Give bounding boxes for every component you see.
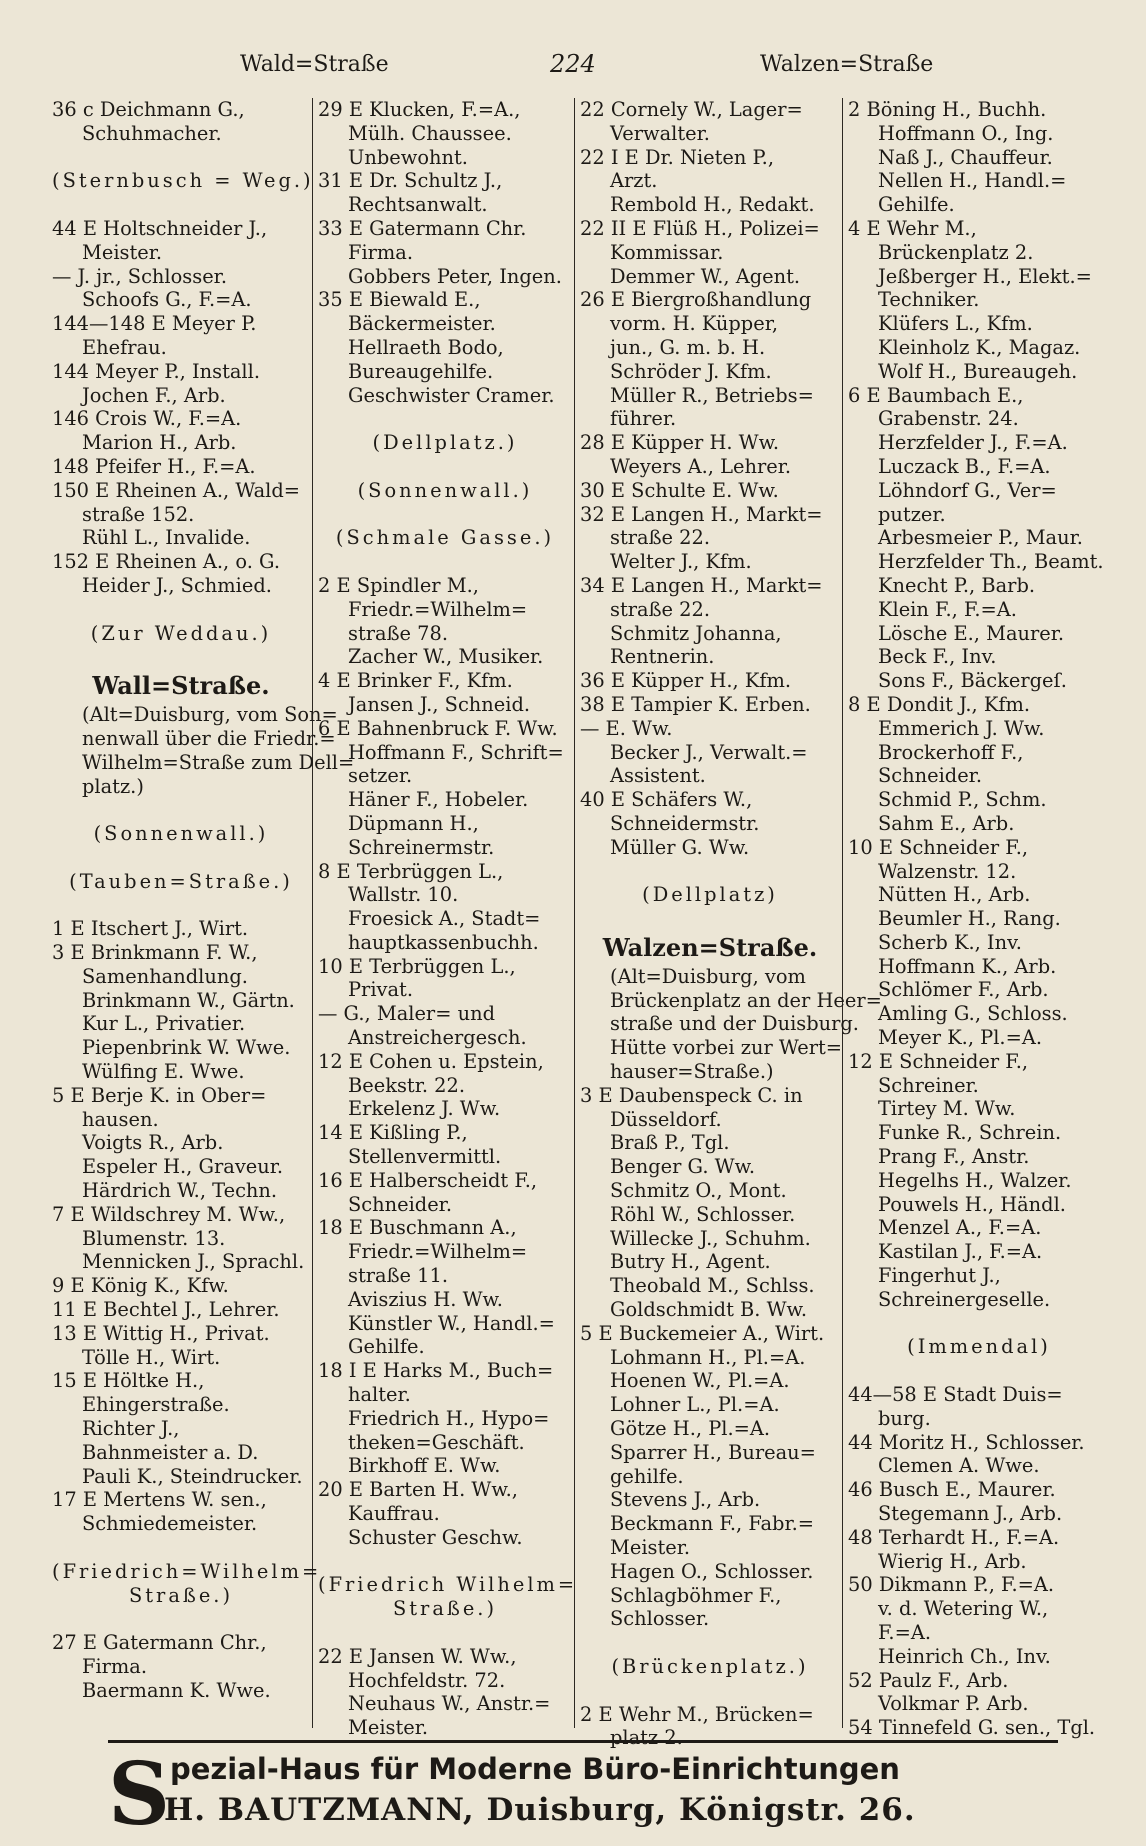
entry-line: Willecke J., Schuhm. (610, 1226, 811, 1250)
entry-line: 46 Busch E., Maurer. (848, 1478, 1056, 1502)
entry-line: 2 Böning H., Buchh. (848, 98, 1047, 121)
entry-line: Kleinholz K., Magaz. (878, 335, 1081, 359)
entry-line: Zacher W., Musiker. (348, 645, 544, 669)
spacer (52, 146, 310, 170)
spacer (52, 193, 310, 217)
entry-line: 6 E Baumbach E., (848, 383, 1024, 407)
spacer (580, 1679, 840, 1703)
entry-line: 26 E Biergroßhandlung (580, 288, 812, 312)
entry-line: 14 E Kißling P., (318, 1121, 468, 1145)
entry-line: Schuster Geschw. (348, 1525, 523, 1549)
spacer (52, 846, 310, 870)
entry-line: 5 E Berje K. in Ober= (52, 1083, 267, 1107)
entry-line: Goldschmidt B. Ww. (610, 1298, 808, 1322)
entry-line: Naß J., Chauffeur. (878, 145, 1053, 169)
column-1 (52, 98, 355, 1738)
ad-line-2: H. BAUTZMANN, Duisburg, Königstr. 26. (164, 1792, 916, 1828)
entry-line: Schlosser. (610, 1607, 710, 1631)
entry-line: Röhl W., Schlosser. (610, 1202, 796, 1226)
spacer (318, 550, 572, 574)
ad-initial-letter: S (108, 1744, 171, 1845)
entry-line: Arbesmeier P., Maur. (878, 526, 1083, 550)
entry-line: Jeßberger H., Elekt.= (878, 264, 1092, 288)
entry-line: 34 E Langen H., Markt= (580, 573, 823, 597)
entry-line: Espeler H., Graveur. (82, 1155, 284, 1179)
entry-line: Gehilfe. (878, 193, 955, 217)
entry-line: Lohner L., Pl.=A. (610, 1393, 780, 1417)
entry-line: Schreinermstr. (348, 835, 495, 859)
entry-line: Hoffmann K., Arb. (878, 954, 1057, 978)
entry-line: (Alt=Duisburg, vom Son= (82, 703, 338, 727)
entry-line: Wilhelm=Straße zum Dell= (82, 750, 355, 774)
entry-line: Jochen F., Arb. (82, 383, 226, 407)
entry-line: putzer. (878, 502, 946, 526)
entry-line: Menzel A., F.=A. (878, 1216, 1042, 1240)
entry-line: Meister. (610, 1536, 691, 1560)
entry-line: 5 E Buckemeier A., Wirt. (580, 1321, 825, 1345)
cross-street: (Immendal) (907, 1335, 1051, 1359)
entry-line: Düsseldorf. (610, 1107, 722, 1131)
cross-street: (Schmale Gasse.) (335, 526, 555, 550)
street-heading: Walzen=Straße. (602, 932, 818, 962)
entry-line: Knecht P., Barb. (878, 573, 1036, 597)
entry-line: Lohmann H., Pl.=A. (610, 1345, 806, 1369)
entry-line: Schneider. (878, 764, 982, 788)
entry-line: — G., Maler= und (318, 1002, 496, 1026)
entry-line: 1 E Itschert J., Wirt. (52, 917, 249, 941)
cross-street: (Friedrich=Wilhelm= (52, 1559, 322, 1583)
entry-line: Arzt. (610, 169, 658, 193)
advertisement-footer (100, 1744, 1080, 1845)
entry-line: Firma. (82, 1655, 148, 1678)
entry-line: Walzenstr. 12. (878, 859, 1017, 883)
entry-line: 18 I E Harks M., Buch= (318, 1359, 554, 1383)
entry-line: Meister. (348, 1716, 429, 1740)
cross-street: (Sternbusch = Weg.) (52, 169, 314, 193)
entry-line: Schneider. (348, 1192, 452, 1216)
entry-line: gehilfe. (610, 1464, 684, 1488)
entry-line: straße und der Duisburg. (610, 1012, 859, 1036)
column-2 (318, 98, 578, 1740)
entry-line: 28 E Küpper H. Ww. (580, 431, 780, 455)
entry-line: Rembold H., Redakt. (610, 193, 815, 217)
entry-line: 33 E Gatermann Chr. (318, 216, 527, 240)
spacer (318, 1550, 572, 1574)
entry-line: Tölle H., Wirt. (82, 1345, 221, 1369)
entry-line: Lösche E., Maurer. (878, 621, 1065, 645)
entry-line: Sahm E., Arb. (878, 811, 1015, 835)
entry-line: Theobald M., Schlss. (610, 1274, 815, 1298)
entry-line: Stegemann J., Arb. (878, 1502, 1063, 1526)
spacer (318, 1621, 572, 1645)
entry-line: Becker J., Verwalt.= (610, 740, 808, 764)
entry-line: Schmiedemeister. (82, 1512, 258, 1536)
entry-line: Schuhmacher. (82, 121, 222, 145)
entry-line: Beckmann F., Fabr.= (610, 1512, 815, 1536)
entry-line: 40 E Schäfers W., (580, 788, 753, 812)
entry-line: Baermann K. Wwe. (82, 1678, 271, 1702)
entry-line: hausen. (82, 1107, 159, 1131)
entry-line: Grabenstr. 24. (878, 407, 1019, 431)
entry-line: Beck F., Inv. (878, 645, 997, 669)
entry-line: 17 E Mertens W. sen., (52, 1488, 267, 1512)
entry-line: 50 Dikmann P., F.=A. (848, 1573, 1055, 1597)
entry-line: Froesick A., Stadt= (348, 907, 541, 931)
entry-line: Nellen H., Handl.= (878, 169, 1067, 193)
entry-line: Emmerich J. Ww. (878, 716, 1045, 740)
entry-line: Firma. (348, 240, 414, 264)
entry-line: straße 22. (610, 526, 711, 550)
entry-line: Gobbers Peter, Ingen. (348, 264, 562, 288)
entry-line: Löhndorf G., Ver= (878, 478, 1057, 502)
entry-line: straße 152. (82, 502, 195, 526)
column-divider (842, 98, 843, 1728)
entry-line: 8 E Dondit J., Kfm. (848, 692, 1031, 716)
spacer (318, 407, 572, 431)
entry-line: Müller G. Ww. (610, 835, 750, 859)
entry-line: Schneidermstr. (610, 811, 760, 835)
entry-line: Verwalter. (610, 121, 710, 145)
entry-line: Hegelhs H., Walzer. (878, 1168, 1072, 1192)
entry-line: Wallstr. 10. (348, 883, 459, 907)
cross-street: (Dellplatz) (642, 883, 778, 907)
entry-line: Unbewohnt. (348, 145, 468, 169)
entry-line: Müller R., Betriebs= (610, 383, 814, 407)
entry-line: Privat. (348, 978, 413, 1002)
entry-line: 35 E Biewald E., (318, 288, 481, 312)
entry-line: 22 E Jansen W. Ww., (318, 1644, 517, 1668)
entry-line: straße 22. (610, 597, 711, 621)
street-heading: Wall=Straße. (92, 671, 270, 701)
entry-line: Sons F., Bäckergeſ. (878, 669, 1067, 693)
entry-line: Weyers A., Lehrer. (610, 454, 792, 478)
entry-line: Rühl L., Invalide. (82, 526, 251, 550)
entry-line: 31 E Dr. Schultz J., (318, 169, 503, 193)
cross-street: (Friedrich Wilhelm= (318, 1573, 578, 1597)
cross-street: Straße.) (392, 1597, 498, 1621)
entry-line: 44—58 E Stadt Duis= (848, 1383, 1063, 1407)
entry-line: Luczack B., F.=A. (878, 454, 1051, 478)
entry-line: Klüfers L., Kfm. (878, 312, 1033, 336)
entry-line: Samenhandlung. (82, 964, 248, 988)
entry-line: Welter J., Kfm. (610, 550, 752, 574)
spacer (848, 1359, 1110, 1383)
entry-line: setzer. (348, 764, 413, 788)
column-3 (580, 98, 882, 1750)
entry-line: (Alt=Duisburg, vom (610, 964, 806, 988)
column-divider (312, 98, 313, 1728)
entry-line: — J. jr., Schlosser. (52, 264, 227, 288)
entry-line: Hellraeth Bodo, (348, 335, 504, 359)
entry-line: Gehilfe. (348, 1335, 425, 1359)
entry-line: 152 E Rheinen A., o. G. (52, 550, 280, 574)
entry-line: 3 E Brinkmann F. W., (52, 941, 258, 965)
column-divider (574, 98, 575, 1728)
entry-line: Friedrich H., Hypo= (348, 1406, 550, 1430)
entry-line: Schlagböhmer F., (610, 1583, 782, 1607)
entry-line: Heinrich Ch., Inv. (878, 1644, 1051, 1668)
spacer (580, 1631, 840, 1655)
spacer (318, 455, 572, 479)
entry-line: 10 E Terbrüggen L., (318, 954, 516, 978)
spacer (318, 503, 572, 527)
entry-line: Hoffmann F., Schrift= (348, 740, 564, 764)
entry-line: 36 E Küpper H., Kfm. (580, 669, 792, 693)
spacer (52, 1607, 310, 1631)
entry-line: 146 Crois W., F.=A. (52, 407, 242, 431)
header-left-street: Wald=Straße (240, 52, 389, 77)
entry-line: vorm. H. Küpper, (610, 312, 779, 336)
entry-line: Ehingerstraße. (82, 1393, 230, 1417)
entry-line: Friedr.=Wilhelm= (348, 1240, 528, 1264)
entry-line: Assistent. (610, 764, 706, 788)
entry-line: straße 78. (348, 621, 449, 645)
entry-line: Mennicken J., Sprachl. (82, 1250, 305, 1274)
entry-line: 44 E Holtschneider J., (52, 216, 268, 240)
entry-line: hauser=Straße.) (610, 1060, 774, 1084)
entry-line: Mülh. Chaussee. (348, 121, 512, 145)
entry-line: Blumenstr. 13. (82, 1226, 226, 1250)
entry-line: Tirtey M. Ww. (878, 1097, 1016, 1121)
cross-street: (Dellplatz.) (372, 431, 518, 455)
entry-line: Schreinergeselle. (878, 1287, 1051, 1311)
entry-line: burg. (878, 1406, 931, 1430)
entry-line: Bäckermeister. (348, 312, 496, 336)
entry-line: Amling G., Schloss. (878, 1002, 1068, 1026)
entry-line: Kur L., Privatier. (82, 1012, 246, 1036)
entry-line: 54 Tinnefeld G. sen., Tgl. (848, 1716, 1096, 1740)
entry-line: Nütten H., Arb. (878, 883, 1031, 907)
entry-line: 22 II E Flüß H., Polizei= (580, 216, 820, 240)
entry-line: Rentnerin. (610, 645, 715, 669)
entry-line: Stellenvermittl. (348, 1145, 502, 1169)
entry-line: 38 E Tampier K. Erben. (580, 692, 811, 716)
entry-line: Bureaugehilfe. (348, 359, 494, 383)
entry-line: 27 E Gatermann Chr., (52, 1631, 267, 1655)
entry-line: Funke R., Schrein. (878, 1121, 1062, 1145)
entry-line: Brinkmann W., Gärtn. (82, 988, 295, 1012)
entry-line: Friedr.=Wilhelm= (348, 597, 528, 621)
entry-line: Wolf H., Bureaugeh. (878, 359, 1078, 383)
cross-street: (Brückenplatz.) (611, 1655, 809, 1678)
entry-line: Schmitz O., Mont. (610, 1179, 787, 1203)
entry-line: 4 E Brinker F., Kfm. (318, 669, 513, 693)
entry-line: 12 E Schneider F., (848, 1049, 1029, 1073)
entry-line: Kommissar. (610, 240, 724, 264)
entry-line: straße 11. (348, 1264, 449, 1288)
spacer (52, 645, 310, 669)
entry-line: Richter J., (82, 1417, 180, 1441)
entry-line: 148 Pfeifer H., F.=A. (52, 454, 256, 478)
spacer (580, 907, 840, 931)
entry-line: nenwall über die Friedr.= (82, 726, 336, 750)
entry-line: Erkelenz J. Ww. (348, 1097, 501, 1121)
entry-line: 6 E Bahnenbruck F. Ww. (318, 716, 558, 740)
entry-line: Prang F., Anstr. (878, 1145, 1030, 1169)
entry-line: v. d. Wetering W., (878, 1597, 1049, 1621)
entry-line: platz 2. (610, 1726, 683, 1750)
entry-line: Schröder J. Kfm. (610, 359, 772, 383)
entry-line: Rechtsanwalt. (348, 193, 488, 217)
entry-line: Jansen J., Schneid. (348, 692, 531, 716)
entry-line: Brückenplatz 2. (878, 240, 1034, 264)
entry-line: Aviszius H. Ww. (348, 1287, 503, 1311)
entry-line: Hoenen W., Pl.=A. (610, 1369, 790, 1393)
page-header (40, 46, 1106, 86)
entry-line: Künstler W., Handl.= (348, 1311, 555, 1335)
entry-line: halter. (348, 1383, 411, 1407)
entry-line: Voigts R., Arb. (82, 1131, 224, 1155)
entry-line: 144 Meyer P., Install. (52, 359, 260, 383)
entry-line: Wülfing E. Wwe. (82, 1060, 245, 1084)
spacer (580, 860, 840, 884)
entry-line: Brückenplatz an der Heer= (610, 988, 882, 1012)
entry-line: Fingerhut J., (878, 1264, 1001, 1288)
entry-line: Düpmann H., (348, 811, 479, 835)
entry-line: Hagen O., Schlosser. (610, 1559, 814, 1583)
entry-line: 30 E Schulte E. Ww. (580, 478, 779, 502)
entry-line: 22 I E Dr. Nieten P., (580, 145, 774, 169)
cross-street: (Sonnenwall.) (357, 478, 533, 502)
entry-line: Bahnmeister a. D. (82, 1440, 259, 1464)
spacer (52, 798, 310, 822)
entry-line: Meister. (82, 240, 163, 264)
entry-line: Techniker. (878, 288, 980, 312)
entry-line: Ehefrau. (82, 335, 167, 359)
entry-line: 144—148 E Meyer P. (52, 312, 257, 336)
entry-line: 18 E Buschmann A., (318, 1216, 517, 1240)
column-4 (848, 98, 1110, 1738)
entry-line: Volkmar P. Arb. (878, 1692, 1029, 1716)
entry-line: 12 E Cohen u. Epstein, (318, 1049, 544, 1073)
footer-rule (108, 1740, 1058, 1743)
entry-line: Herzfelder J., F.=A. (878, 431, 1068, 455)
entry-line: Piepenbrink W. Wwe. (82, 1036, 291, 1060)
entry-line: 9 E König K., Kfw. (52, 1274, 229, 1298)
entry-line: Pauli K., Steindrucker. (82, 1464, 303, 1488)
entry-line: 2 E Wehr M., Brücken= (580, 1702, 814, 1726)
entry-line: Meyer K., Pl.=A. (878, 1026, 1042, 1050)
entry-line: Schmid P., Schm. (878, 788, 1047, 812)
entry-line: Stevens J., Arb. (610, 1488, 761, 1512)
entry-line: Sparrer H., Bureau= (610, 1440, 816, 1464)
cross-street: (Sonnenwall.) (93, 822, 269, 846)
header-right-street: Walzen=Straße (760, 52, 934, 77)
entry-line: Schmitz Johanna, (610, 621, 782, 645)
entry-line: 16 E Halberscheidt F., (318, 1168, 538, 1192)
entry-line: theken=Geschäft. (348, 1430, 525, 1454)
entry-line: hauptkassenbuchh. (348, 930, 539, 954)
entry-line: Häner F., Hobeler. (348, 788, 529, 812)
entry-line: Kauffrau. (348, 1502, 440, 1526)
entry-line: Scherb K., Inv. (878, 930, 1022, 954)
entry-line: Demmer W., Agent. (610, 264, 801, 288)
entry-line: 29 E Klucken, F.=A., (318, 98, 521, 121)
entry-line: Marion H., Arb. (82, 431, 237, 455)
entry-line: 48 Terhardt H., F.=A. (848, 1525, 1060, 1549)
entry-line: Götze H., Pl.=A. (610, 1417, 771, 1441)
entry-line: jun., G. m. b. H. (610, 335, 766, 359)
cross-street: (Tauben=Straße.) (69, 869, 293, 893)
entry-line: Beumler H., Rang. (878, 907, 1061, 931)
entry-line: Pouwels H., Händl. (878, 1192, 1066, 1216)
entry-line: F.=A. (878, 1621, 932, 1644)
entry-line: Hochfeldstr. 72. (348, 1668, 506, 1692)
entry-line: 10 E Schneider F., (848, 835, 1029, 859)
entry-line: Hoffmann O., Ing. (878, 121, 1054, 145)
entry-line: Wierig H., Arb. (878, 1549, 1027, 1573)
entry-line: Geschwister Cramer. (348, 383, 555, 407)
entry-line: 36 c Deichmann G., (52, 98, 245, 121)
entry-line: Butry H., Agent. (610, 1250, 771, 1274)
entry-line: 15 E Höltke H., (52, 1369, 205, 1393)
entry-line: Hütte vorbei zur Wert= (610, 1036, 843, 1060)
entry-line: 8 E Terbrüggen L., (318, 859, 504, 883)
entry-line: Kastilan J., F.=A. (878, 1240, 1043, 1264)
entry-line: Anstreichergesch. (348, 1026, 527, 1050)
entry-line: Heider J., Schmied. (82, 573, 272, 597)
cross-street: (Zur Weddau.) (90, 621, 272, 645)
entry-line: Brockerhoff F., (878, 740, 1024, 764)
entry-line: Schlömer F., Arb. (878, 978, 1049, 1002)
entry-line: Beekstr. 22. (348, 1073, 465, 1097)
entry-line: 2 E Spindler M., (318, 573, 479, 597)
entry-line: Birkhoff E. Ww. (348, 1454, 501, 1478)
entry-line: 3 E Daubenspeck C. in (580, 1083, 803, 1107)
entry-line: Neuhaus W., Anstr.= (348, 1692, 551, 1716)
entry-line: 20 E Barten H. Ww., (318, 1478, 518, 1502)
ad-line-1: pezial-Haus für Moderne Büro-Einrichtungen (170, 1752, 900, 1786)
entry-line: — E. Ww. (580, 716, 673, 740)
entry-line: 150 E Rheinen A., Wald= (52, 478, 301, 502)
entry-line: Schoofs G., F.=A. (82, 288, 252, 312)
entry-line: 22 Cornely W., Lager= (580, 98, 803, 121)
spacer (52, 1536, 310, 1560)
entry-line: 32 E Langen H., Markt= (580, 502, 823, 526)
entry-line: 52 Paulz F., Arb. (848, 1668, 1009, 1692)
entry-line: 4 E Wehr M., (848, 216, 977, 240)
entry-line: 11 E Bechtel J., Lehrer. (52, 1298, 280, 1322)
entry-line: Schreiner. (878, 1073, 979, 1097)
entry-line: 44 Moritz H., Schlosser. (848, 1430, 1085, 1454)
spacer (52, 894, 310, 918)
entry-line: Braß P., Tgl. (610, 1131, 730, 1155)
entry-line: Klein F., F.=A. (878, 597, 1017, 621)
entry-line: 13 E Wittig H., Privat. (52, 1321, 270, 1345)
spacer (848, 1312, 1110, 1336)
page-number: 224 (550, 50, 596, 78)
entry-line: führer. (610, 407, 677, 431)
entry-line: Härdrich W., Techn. (82, 1179, 278, 1203)
entry-line: Clemen A. Wwe. (878, 1454, 1040, 1478)
spacer (52, 598, 310, 622)
entry-line: 7 E Wildschrey M. Ww., (52, 1202, 286, 1226)
entry-line: platz.) (82, 774, 144, 798)
entry-line: Herzfelder Th., Beamt. (878, 550, 1104, 574)
entry-line: Benger G. Ww. (610, 1155, 756, 1179)
cross-street: Straße.) (128, 1583, 234, 1607)
